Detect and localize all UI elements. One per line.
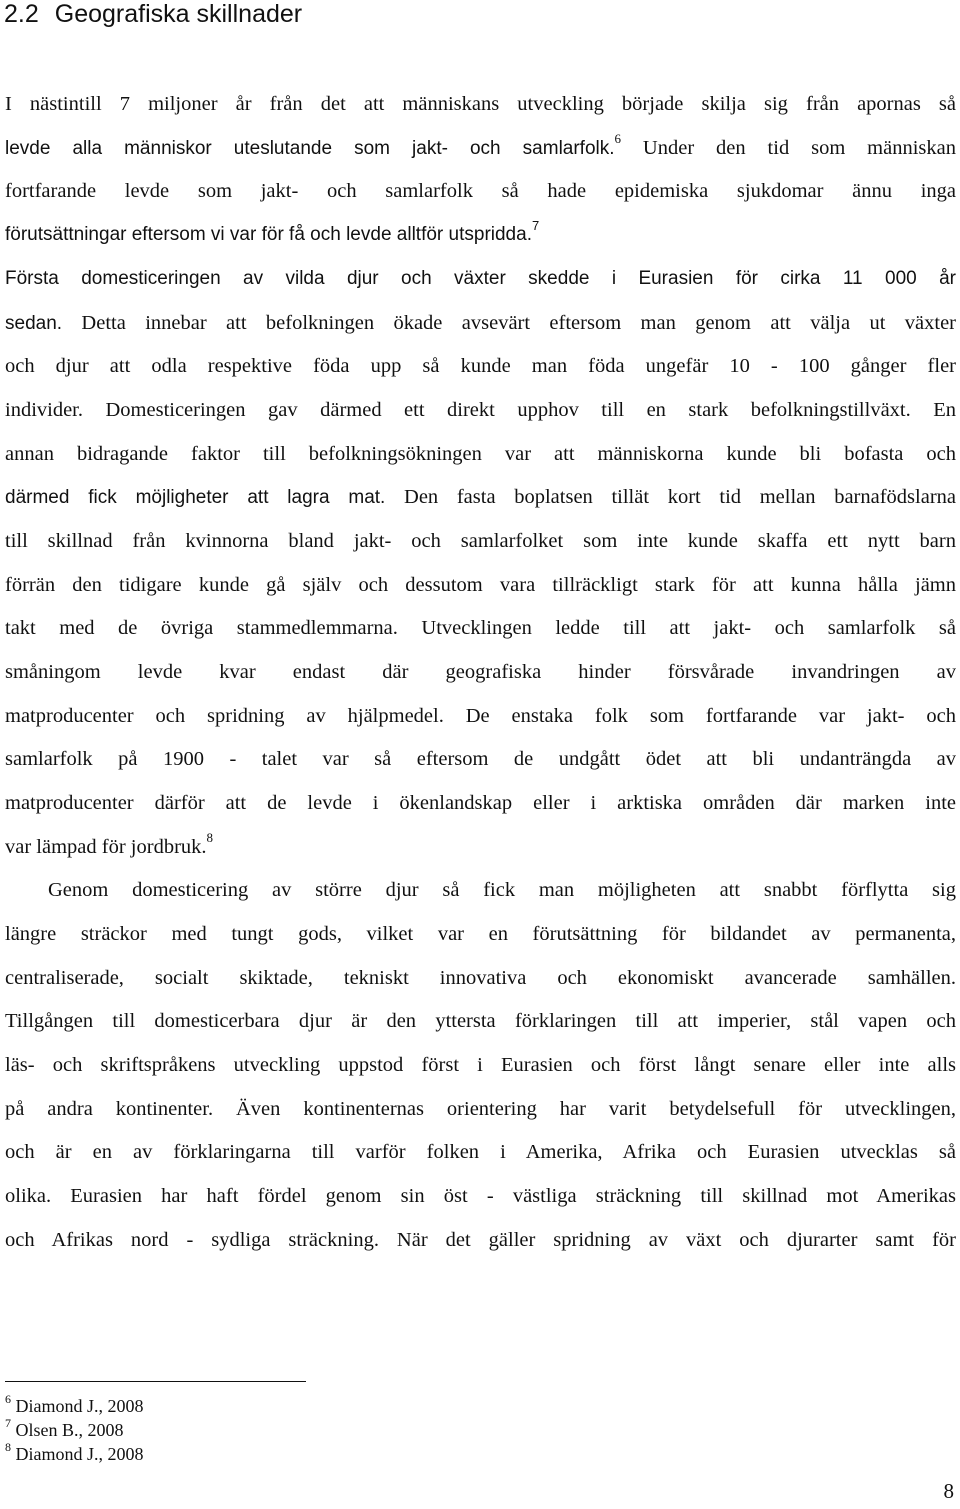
footnote-item: $^7$ Olsen B., 2008 xyxy=(5,1416,124,1440)
footnote-item: $^6$ Diamond J., 2008 xyxy=(5,1392,144,1416)
text-line: centraliserade, socialt skiktade, tekniskt innovativa och ekonomiskt avancerade samhällen. xyxy=(5,967,956,989)
text-line: Första domesticeringen av vilda djur och växter skedde i Eurasien för cirka 11 000 år xyxy=(5,268,956,289)
text-line: sedan. Detta innebar att befolkningen ökade avsevärt eftersom man genom att välja ut växter xyxy=(5,312,956,334)
text-line: takt med de övriga stammedlemmarna. Utvecklingen ledde till att jakt- och samlarfolk så xyxy=(5,617,956,639)
text-line: individer. Domesticeringen gav därmed ett direkt upphov till en stark befolkningstillväxt. En xyxy=(5,399,956,421)
text-line: småningom levde kvar endast där geografiska hinder försvårade invandringen av xyxy=(5,661,956,683)
text-line: på andra kontinenter. Även kontinenternas orientering har varit betydelsefull för utvecklingen, xyxy=(5,1098,956,1120)
text-line: och djur att odla respektive föda upp så kunde man föda ungefär 10 - 100 gånger fler xyxy=(5,355,956,377)
text-line: levde alla människor uteslutande som jakt- och samlarfolk.$^6$ Under den tid som människan xyxy=(5,131,956,159)
text-line: var lämpad för jordbruk.$^8$ xyxy=(5,830,214,858)
text-line: förutsättningar eftersom vi var för få och levde alltför utspridda.$^7$ xyxy=(5,217,540,245)
text-line: förrän den tidigare kunde gå själv och dessutom vara tillräckligt stark för att kunna hålla jämn xyxy=(5,574,956,596)
section-title: Geografiska skillnader xyxy=(54,0,303,28)
text-line: och är en av förklaringarna till varför folken i Amerika, Afrika och Eurasien utvecklas så xyxy=(5,1141,956,1163)
text-line: läs- och skriftspråkens utveckling uppstod först i Eurasien och först långt senare eller inte alls xyxy=(5,1054,956,1076)
footnote-item: $^8$ Diamond J., 2008 xyxy=(5,1440,144,1464)
text-line: till skillnad från kvinnorna bland jakt- och samlarfolket som inte kunde skaffa ett nytt barn xyxy=(5,530,956,552)
footnote-divider xyxy=(5,1381,306,1382)
footnote-ref-8[interactable]: 8 xyxy=(206,830,214,846)
text-line: I nästintill 7 miljoner år från det att människans utveckling började skilja sig från apornas så xyxy=(5,93,956,115)
text-line: Genom domesticering av större djur så fick man möjligheten att snabbt förflytta sig xyxy=(48,879,956,901)
footnote-ref-7[interactable]: 7 xyxy=(531,217,540,233)
text-line: Tillgången till domesticerbara djur är den yttersta förklaringen till att imperier, stål vapen och xyxy=(5,1010,956,1032)
text-line: längre sträckor med tungt gods, vilket var en förutsättning för bildandet av permanenta, xyxy=(5,923,956,945)
text-line: annan bidragande faktor till befolkningsökningen var att människorna kunde bli bofasta och xyxy=(5,443,956,465)
section-heading xyxy=(4,0,302,30)
text-line: därmed fick möjligheter att lagra mat. Den fasta boplatsen tillät kort tid mellan barnafödslarna xyxy=(5,486,956,508)
text-line: olika. Eurasien har haft fördel genom sin öst - västliga sträckning till skillnad mot Amerikas xyxy=(5,1185,956,1207)
text-line: och Afrikas nord - sydliga sträckning. När det gäller spridning av växt och djurarter samt för xyxy=(5,1229,956,1251)
footnote-ref-6[interactable]: 6 xyxy=(614,131,622,147)
text-line: samlarfolk på 1900 - talet var så eftersom de undgått ödet att bli undanträngda av xyxy=(5,748,956,770)
text-line: fortfarande levde som jakt- och samlarfolk så hade epidemiska sjukdomar ännu inga xyxy=(5,180,956,202)
section-number: 2.2 xyxy=(4,0,39,28)
text-line: matproducenter och spridning av hjälpmedel. De enstaka folk som fortfarande var jakt- och xyxy=(5,705,956,727)
page-number: 8 xyxy=(943,1479,954,1503)
text-line: matproducenter därför att de levde i ökenlandskap eller i arktiska områden där marken inte xyxy=(5,792,956,814)
